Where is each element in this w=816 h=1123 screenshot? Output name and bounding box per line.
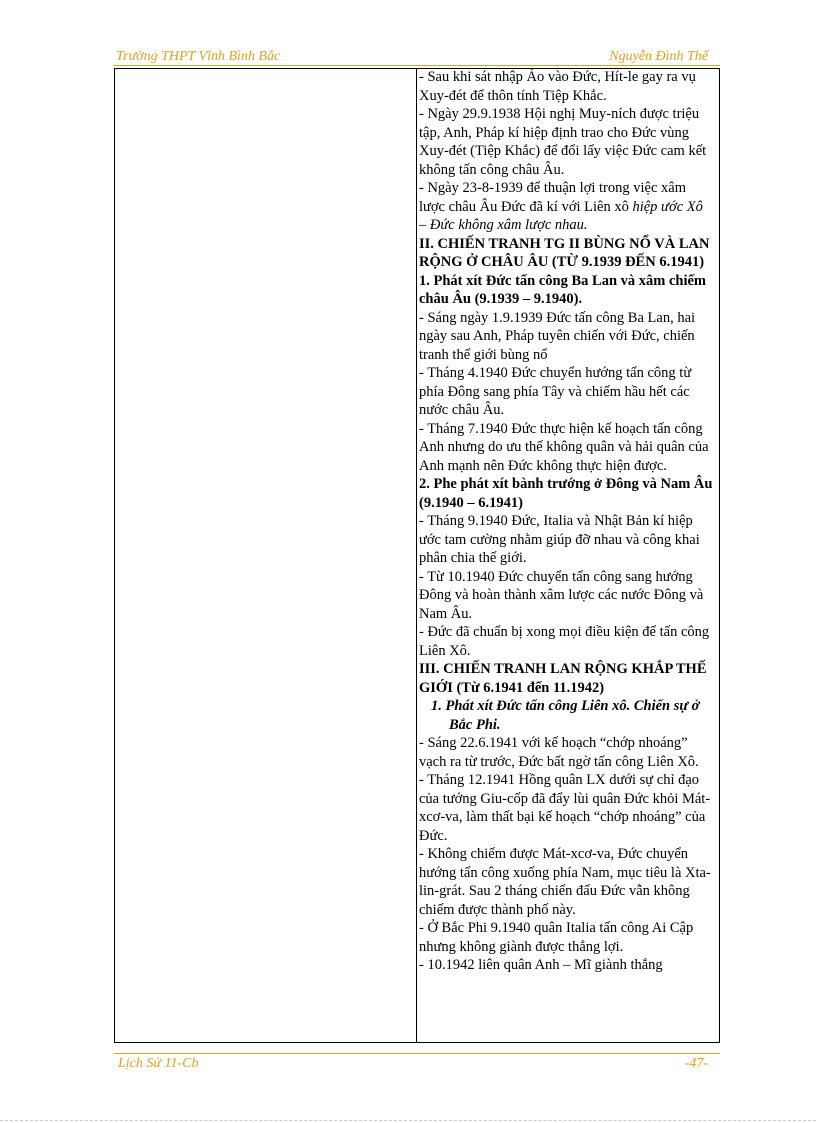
paragraph: - 10.1942 liên quân Anh – Mĩ giành thắng: [419, 957, 663, 973]
paragraph-text: - Ngày 23-8-1939 để thuận lợi trong việc xâm lược châu Âu Đức đã kí với Liên xô: [419, 180, 686, 215]
paragraph: [419, 179, 713, 235]
column-divider: [416, 69, 417, 1042]
paragraph: - Không chiếm được Mát-xcơ-va, Đức chuyển hướng tấn công xuống phía Nam, mục tiêu là Xta-lin-grát. Sau 2 tháng chiến đấu Đức vẫn không chiếm được thành phố này.: [419, 846, 711, 918]
paragraph: - Sau khi sát nhập Áo vào Đức, Hít-le gay ra vụ Xuy-đét để thôn tính Tiệp Khắc.: [419, 69, 696, 104]
header-school: Trường THPT Vĩnh Bình Bắc: [116, 49, 281, 64]
header-rule: [114, 65, 720, 66]
paragraph: - Ở Bắc Phi 9.1940 quân Italia tấn công Ai Cập nhưng không giành được thắng lợi.: [419, 920, 694, 955]
section-heading: III. CHIẾN TRANH LAN RỘNG KHẮP THẾ GIỚI (Từ 6.1941 đến 11.1942): [419, 661, 707, 696]
paragraph: - Đức đã chuẩn bị xong mọi điều kiện để tấn công Liên Xô.: [419, 624, 710, 659]
footer-rule: [114, 1053, 720, 1054]
section-heading: II. CHIẾN TRANH TG II BÙNG NỔ VÀ LAN RỘNG Ở CHÂU ÂU (TỪ 9.1939 ĐẾN 6.1941): [419, 235, 710, 270]
section-heading: 1. Phát xít Đức tấn công Liên xô. Chiến sự ở Bắc Phi.: [431, 698, 700, 733]
footer-page-number: -47-: [684, 1056, 708, 1071]
paragraph-italic-text: hiệp ước Xô – Đức không xâm lược nhau.: [419, 198, 703, 233]
paragraph: - Từ 10.1940 Đức chuyển tấn công sang hướng Đông và hoàn thành xâm lược các nước Đông và Nam Âu.: [419, 568, 704, 622]
paragraph: - Ngày 29.9.1938 Hội nghị Muy-ních được triệu tập, Anh, Pháp kí hiệp định trao cho Đức vùng Xuy-đét (Tiệp Khắc) để đổi lấy việc Đức cam kết không tấn công châu Âu.: [419, 106, 707, 178]
paragraph: - Sáng 22.6.1941 với kế hoạch “chớp nhoáng” vạch ra từ trước, Đức bất ngờ tấn công Liên Xô.: [419, 735, 699, 770]
section-heading: 2. Phe phát xít bành trướng ở Đông và Nam Âu (9.1940 – 6.1941): [419, 476, 713, 511]
page-edge: [0, 1120, 816, 1121]
paragraph: - Tháng 9.1940 Đức, Italia và Nhật Bản kí hiệp ước tam cường nhằm giúp đỡ nhau và công khai phân chia thế giới.: [419, 513, 700, 566]
page-footer: [114, 1056, 720, 1074]
paragraph: - Tháng 12.1941 Hồng quân LX dưới sự chỉ đạo của tướng Giu-cốp đã đẩy lùi quân Đức khỏi Mát-xcơ-va, làm thất bại kế hoạch “chớp nhoáng” của Đức.: [419, 772, 711, 844]
lesson-content-column: [419, 68, 713, 1042]
paragraph: - Tháng 7.1940 Đức thực hiện kế hoạch tấn công Anh nhưng do ưu thế không quân và hải quân của Anh mạnh nên Đức không thực hiện được.: [419, 420, 709, 474]
section-heading: 1. Phát xít Đức tấn công Ba Lan và xâm chiếm châu Âu (9.1939 – 9.1940).: [419, 272, 707, 307]
footer-subject: Lịch Sử 11-Cb: [118, 1056, 199, 1071]
paragraph: - Sáng ngày 1.9.1939 Đức tấn công Ba Lan, hai ngày sau Anh, Pháp tuyên chiến với Đức, chiến tranh thế giới bùng nổ: [419, 309, 696, 363]
header-author: Nguyễn Đình Thế: [609, 49, 708, 64]
paragraph: - Tháng 4.1940 Đức chuyển hướng tấn công từ phía Đông sang phía Tây và chiếm hầu hết các nước châu Âu.: [419, 365, 692, 418]
